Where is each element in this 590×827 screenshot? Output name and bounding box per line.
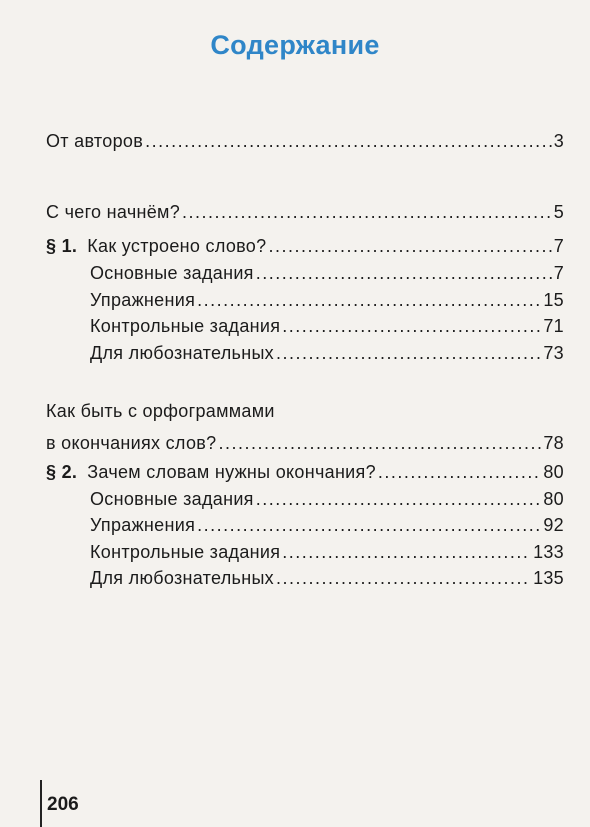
dot-leader <box>256 262 552 284</box>
toc-page-number: 15 <box>543 290 564 310</box>
dot-leader <box>197 514 541 536</box>
toc-page-number: 5 <box>553 202 564 222</box>
toc-entry-label: От авторов <box>46 131 144 151</box>
dot-leader <box>268 235 551 257</box>
toc-entry-section-2[interactable] <box>46 461 564 483</box>
dot-leader <box>182 201 552 223</box>
toc-entry-label: Контрольные задания <box>90 316 281 336</box>
toc-entry-label: Упражнения <box>90 515 196 535</box>
dot-leader <box>256 488 542 510</box>
toc-entry-label: Для любознательных <box>90 568 274 588</box>
toc-entry-control-tasks-2[interactable] <box>90 541 564 563</box>
toc-entry-exercises-2[interactable] <box>90 514 564 536</box>
toc-entry-label: Упражнения <box>90 290 196 310</box>
toc-page-number: 133 <box>533 542 564 562</box>
dot-leader <box>218 432 541 454</box>
toc-entry-basic-tasks-2[interactable] <box>90 488 564 510</box>
dot-leader <box>276 567 531 589</box>
toc-page-number: 7 <box>553 236 564 256</box>
dot-leader <box>282 315 541 337</box>
toc-entry-orthograms[interactable] <box>46 400 564 454</box>
toc-entry-basic-tasks-1[interactable] <box>90 262 564 284</box>
toc-page-number: 3 <box>553 131 564 151</box>
toc-entry-label: Для любознательных <box>90 343 274 363</box>
toc-entry-label-line2: в окончаниях слов? <box>46 433 217 453</box>
toc-entry-label: С чего начнём? <box>46 202 181 222</box>
toc-page-number: 78 <box>543 433 564 453</box>
dot-leader <box>197 289 541 311</box>
toc-entry-label-line1: Как быть с орфограммами <box>46 401 275 421</box>
dot-leader <box>145 130 552 152</box>
toc-entry-start[interactable] <box>46 201 564 223</box>
toc-entry-authors[interactable] <box>46 130 564 152</box>
toc-page-number: 73 <box>543 343 564 363</box>
toc-entry-label: Основные задания <box>90 489 254 509</box>
toc-page-number: 7 <box>553 263 564 283</box>
toc-entry-exercises-1[interactable] <box>90 289 564 311</box>
toc-page-number: 135 <box>533 568 564 588</box>
dot-leader <box>276 342 541 364</box>
toc-entry-curious-2[interactable] <box>90 567 564 589</box>
toc-entry-label: Контрольные задания <box>90 542 281 562</box>
toc-page-number: 71 <box>543 316 564 336</box>
section-mark: § 2. <box>46 462 78 482</box>
dot-leader <box>378 461 541 483</box>
toc-page-number: 80 <box>543 462 564 482</box>
toc-entry-label: Основные задания <box>90 263 254 283</box>
toc-entry-label: Как устроено слово? <box>87 236 267 256</box>
page-number: 206 <box>47 794 79 815</box>
toc-entry-section-1[interactable] <box>46 235 564 257</box>
dot-leader <box>282 541 531 563</box>
toc-page-number: 80 <box>543 489 564 509</box>
section-mark: § 1. <box>46 236 78 256</box>
toc-page-number: 92 <box>543 515 564 535</box>
toc-entry-label: Зачем словам нужны окончания? <box>87 462 376 482</box>
footer-rule <box>40 780 42 827</box>
toc-entry-control-tasks-1[interactable] <box>90 315 564 337</box>
page-title: Содержание <box>210 30 380 60</box>
toc-entry-curious-1[interactable] <box>90 342 564 364</box>
